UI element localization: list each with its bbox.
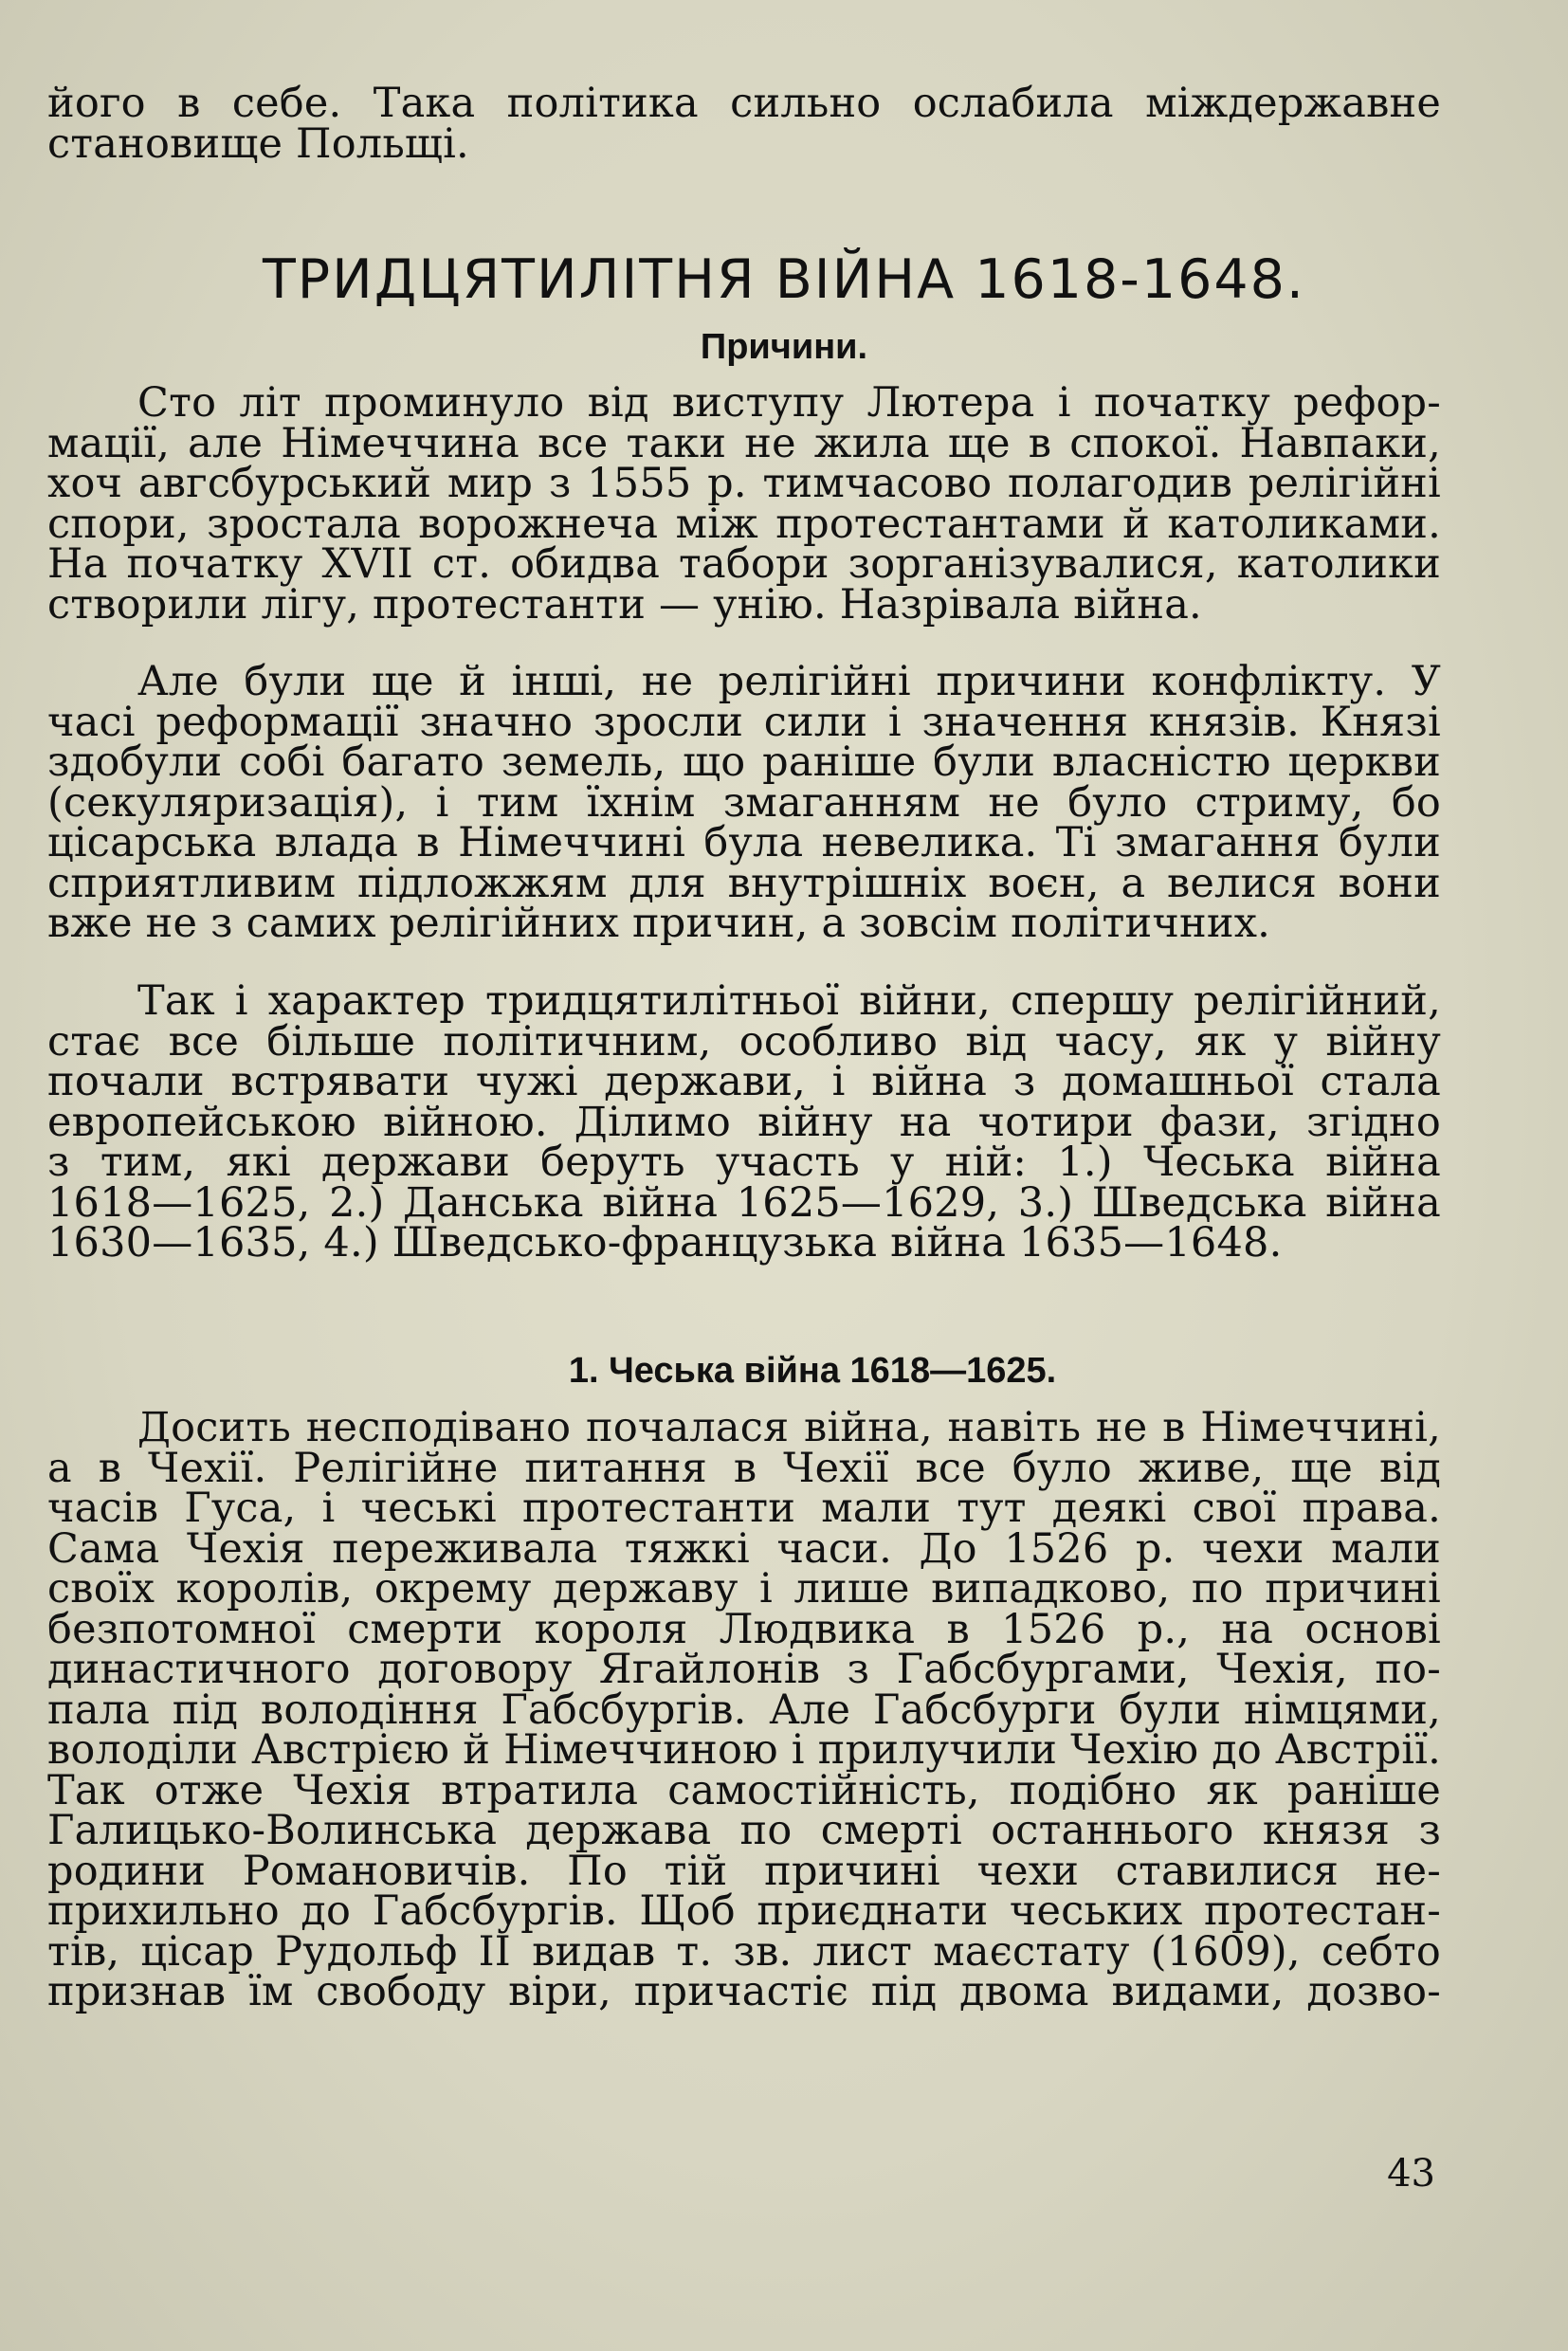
chapter-subtitle: Причини. [700,327,868,367]
text-line: сприятливим підложжям для внутрішніх воєн, а велися вони [47,859,1441,907]
text-line: мації, але Німеччина все таки не жила ще в спокої. Навпаки, [47,419,1441,467]
section-paragraph [47,1404,1441,2015]
text-line: створили лігу, протестанти — унію. Назрівала війна. [47,580,1202,629]
text-line: стає все більше політичним, особливо від часу, як у війну [47,1017,1441,1066]
text-line: 1618—1625, 2.) Данська війна 1625—1629, 3.) Шведська війна [47,1178,1441,1227]
text-line: На початку XVII ст. обидва табори зорганізувалися, католики [47,540,1441,588]
text-line: 1630—1635, 4.) Шведсько-французька війна 1635—1648. [47,1219,1283,1267]
text-line: цісарська влада в Німеччині була невелика. Ті змагання були [47,819,1441,866]
text-line: Сто літ проминуло від виступу Лютера і початку рефор- [137,379,1441,427]
text-line: пала під володіння Габсбургів. Але Габсбурги були німцями, [47,1686,1441,1734]
text-line: володіли Австрією й Німеччиною і прилучили Чехію до Австрії. [47,1726,1441,1774]
text-line: безпотомної смерти короля Людвика в 1526 р., на основі [47,1605,1441,1653]
text-line: Так отже Чехія втратила самостійність, подібно як раніше [47,1766,1441,1814]
text-line: хоч авгсбурський мир з 1555 р. тимчасово полагодив релігійні [47,460,1441,507]
text-line: Сама Чехія переживала тяжкі часи. До 1526 р. чехи мали [47,1524,1441,1573]
text-line: спори, зростала ворожнеча між протестантами й католиками. [47,500,1441,548]
text-line: а в Чехії. Релігійне питання в Чехії все було живе, ще від [47,1444,1441,1492]
text-line: тів, цісар Рудольф II видав т. зв. лист маєстату (1609), себто [47,1927,1441,1976]
text-line: европейською війною. Ділимо війну на чотири фази, згідно [47,1098,1441,1146]
text-line: прихильно до Габсбургів. Щоб приєднати чеських протестан- [47,1887,1441,1935]
section-title: 1. Чеська війна 1618—1625. [568,1351,1057,1391]
text-line: Але були ще й інші, не релігійні причини конфлікту. У [137,658,1441,705]
text-line: становище Польщі. [47,119,469,168]
text-line: династичного договору Ягайлонів з Габсбургами, Чехія, по- [47,1646,1441,1693]
text-line: вже не з самих релігійних причин, а зовсім політичних. [47,900,1271,947]
text-line: почали встрявати чужі держави, і війна з домашньої стала [47,1058,1441,1105]
paragraph-1 [47,379,1441,629]
paragraph-3 [47,977,1441,1267]
text-line: родини Романовичів. По тій причині чехи ставилися не- [47,1847,1441,1895]
text-line: признав їм свободу віри, причастіє під двома видами, дозво- [47,1968,1441,2015]
text-line: Галицько-Волинська держава по смерті останнього князя з [47,1807,1441,1854]
paragraph-2 [47,658,1441,947]
page-number: 43 [1387,2152,1435,2196]
text-line: з тим, які держави беруть участь у ній: 1.) Чеська війна [47,1139,1441,1186]
chapter-title: ТРИДЦЯТИЛІТНЯ ВІЙНА 1618-1648. [262,248,1306,311]
text-line: часів Гуса, і чеські протестанти мали тут деякі свої права. [47,1485,1441,1532]
intro-paragraph [47,80,1441,168]
text-line: своїх королів, окрему державу і лише випадково, по причині [47,1565,1441,1613]
text-line: здобули собі багато земель, що раніше були власністю церкви [47,738,1441,786]
text-line: (секуляризація), і тим їхнім змаганням не було стриму, бо [47,778,1441,827]
text-line: його в себе. Така політика сильно ослабила міждержавне [47,80,1441,127]
text-line: часі реформації значно зросли сили і значення князів. Князі [47,698,1441,746]
text-line: Так і характер тридцятилітньої війни, спершу релігійний, [137,977,1441,1025]
text-line: Досить несподівано почалася війна, навіть не в Німеччині, [137,1404,1441,1451]
